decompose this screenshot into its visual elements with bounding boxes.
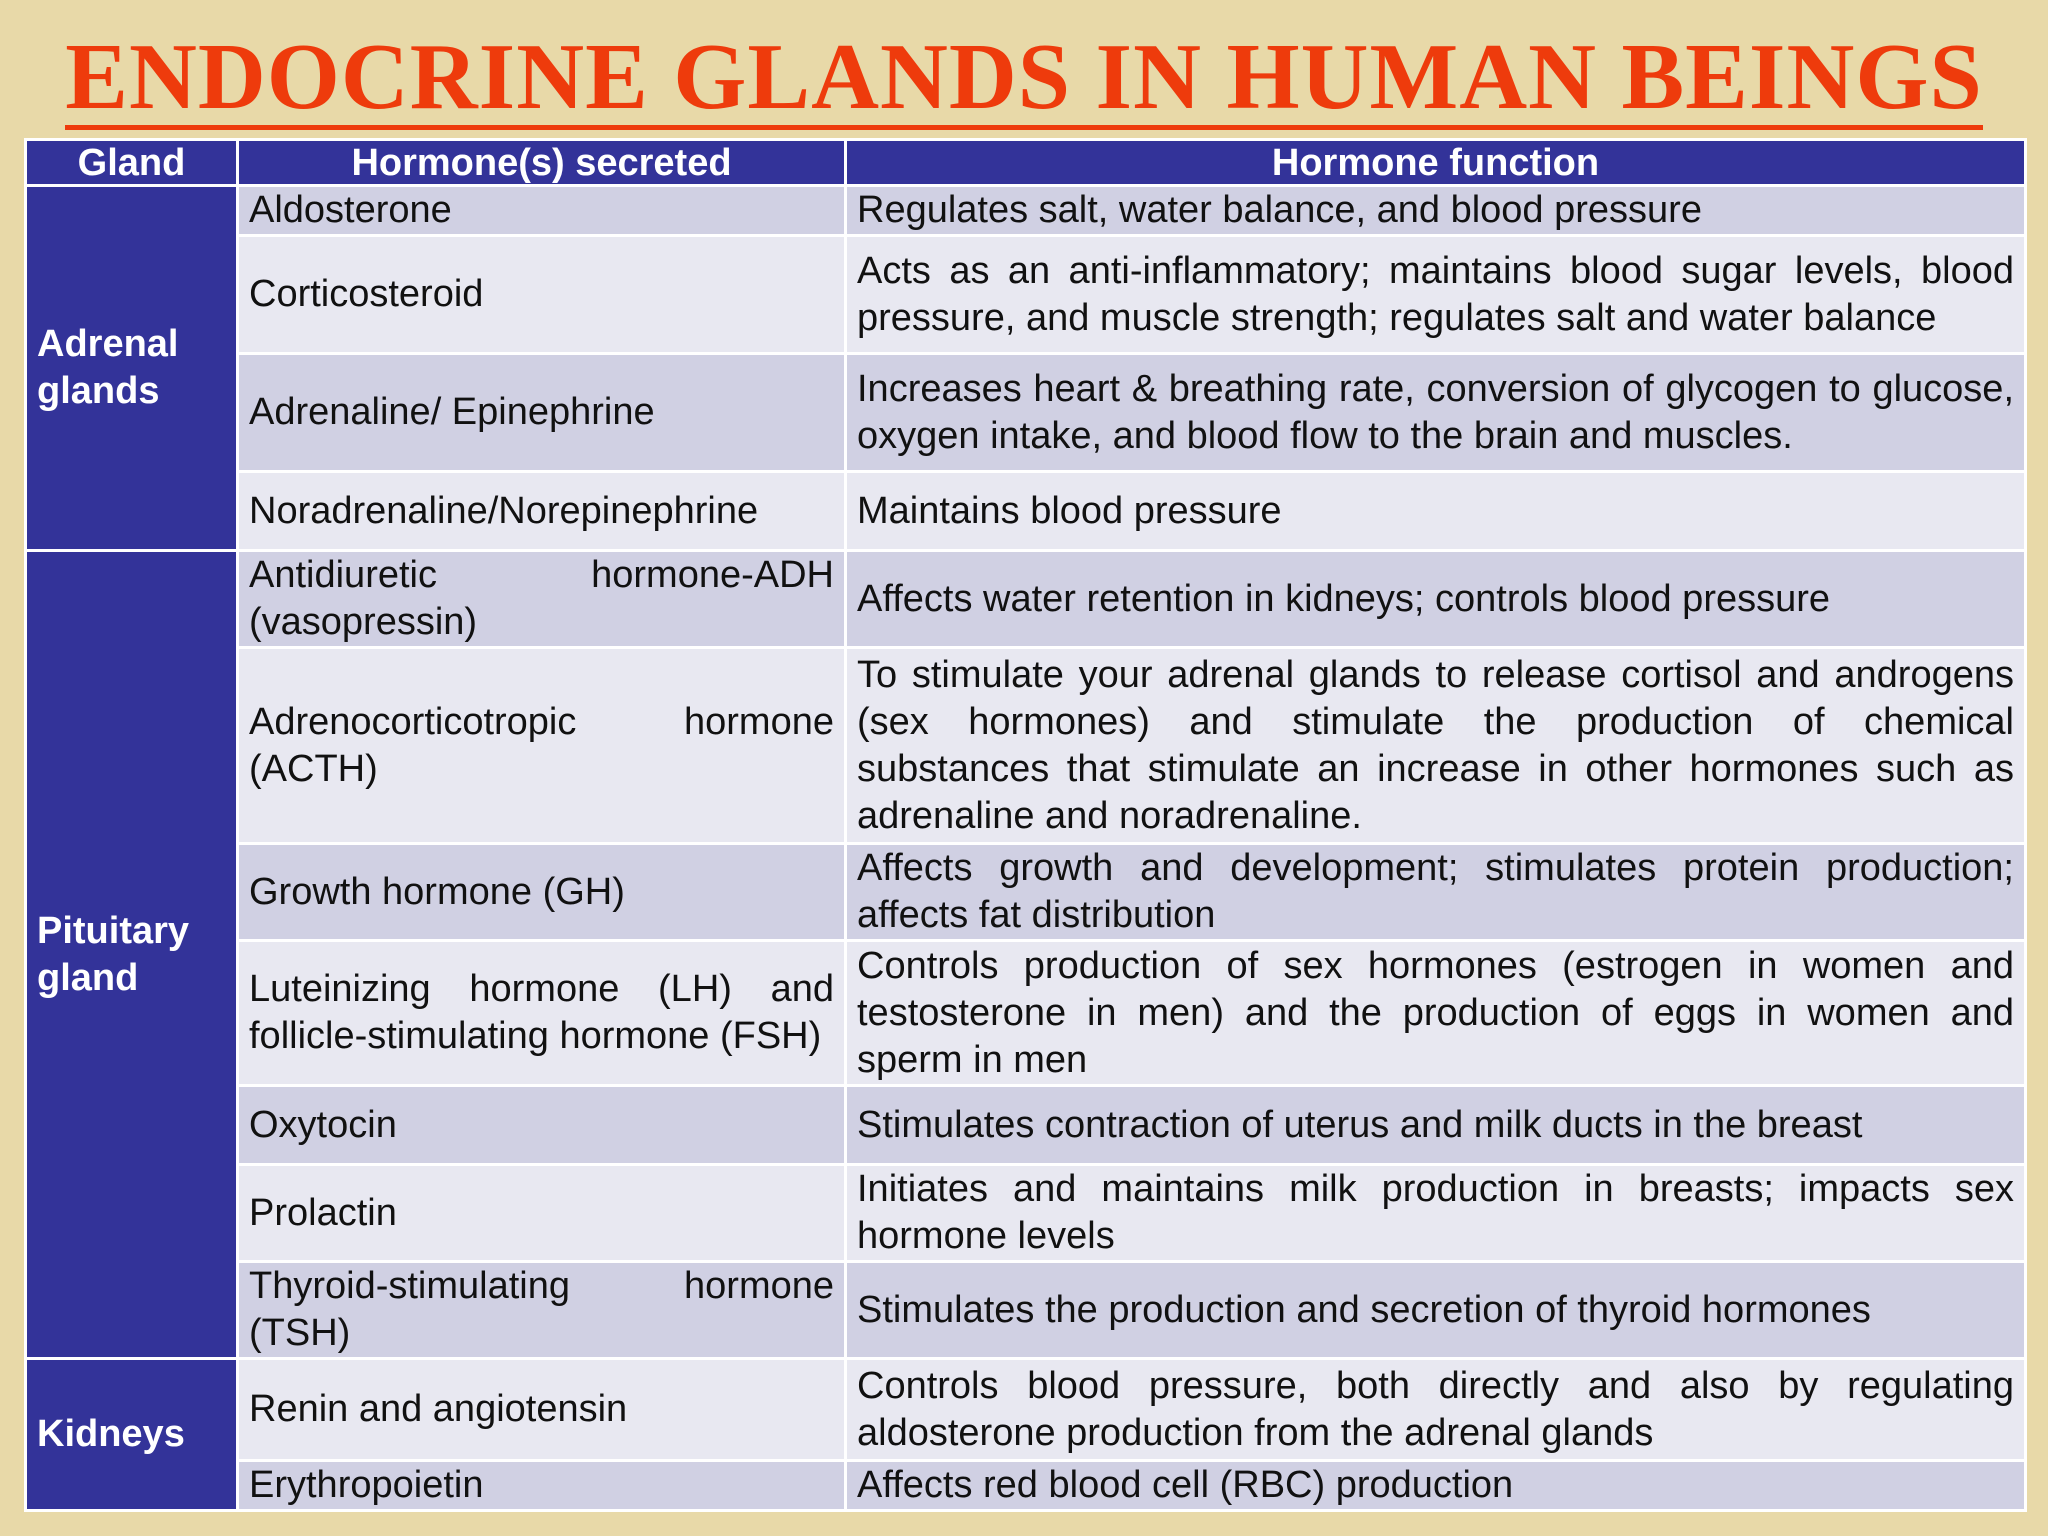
table-row [26,941,2026,1086]
page-title [0,24,2048,130]
table-row [26,354,2026,472]
table-row [26,1461,2026,1511]
gland-cell-kidneys: Kidneys [26,1359,238,1511]
function-cell: Controls production of sex hormones (estrogen in women and testosterone in men) and the production of eggs in women and sperm in men [846,941,2026,1086]
table-row [26,472,2026,551]
function-cell: Affects water retention in kidneys; controls blood pressure [846,551,2026,648]
table-row [26,1262,2026,1359]
header-gland: Gland [26,140,238,186]
table-row [26,551,2026,648]
hormone-cell: Antidiuretic hormone-ADH (vasopressin) [238,551,846,648]
hormone-cell: Thyroid-stimulating hormone (TSH) [238,1262,846,1359]
function-cell: Stimulates the production and secretion of thyroid hormones [846,1262,2026,1359]
function-cell: Initiates and maintains milk production in breasts; impacts sex hormone levels [846,1165,2026,1262]
function-cell: Regulates salt, water balance, and blood pressure [846,186,2026,236]
hormone-cell: Renin and angiotensin [238,1359,846,1461]
hormone-cell: Oxytocin [238,1086,846,1165]
hormone-cell: Erythropoietin [238,1461,846,1511]
function-cell: Acts as an anti-inflammatory; maintains blood sugar levels, blood pressure, and muscle strength; regulates salt and water balance [846,236,2026,354]
function-cell: Affects red blood cell (RBC) production [846,1461,2026,1511]
header-function: Hormone function [846,140,2026,186]
table-row [26,1086,2026,1165]
hormone-cell: Adrenocorticotropic hormone (ACTH) [238,648,846,844]
table-row [26,1359,2026,1461]
function-cell: Controls blood pressure, both directly and also by regulating aldosterone production from the adrenal glands [846,1359,2026,1461]
table-row [26,186,2026,236]
function-cell: Affects growth and development; stimulates protein production; affects fat distribution [846,844,2026,941]
table-row [26,648,2026,844]
hormone-cell: Prolactin [238,1165,846,1262]
endocrine-table [24,138,2027,1512]
function-cell: Maintains blood pressure [846,472,2026,551]
gland-cell-adrenal: Adrenal glands [26,186,238,551]
table-row [26,1165,2026,1262]
function-cell: Increases heart & breathing rate, conversion of glycogen to glucose, oxygen intake, and blood flow to the brain and muscles. [846,354,2026,472]
header-hormones: Hormone(s) secreted [238,140,846,186]
function-cell: To stimulate your adrenal glands to release cortisol and androgens (sex hormones) and stimulate the production of chemical substances that stimulate an increase in other hormones such as adrenaline and noradrenaline. [846,648,2026,844]
table-row [26,844,2026,941]
function-cell: Stimulates contraction of uterus and milk ducts in the breast [846,1086,2026,1165]
hormone-cell: Aldosterone [238,186,846,236]
page-title-text: ENDOCRINE GLANDS IN HUMAN BEINGS [65,25,1983,129]
hormone-cell: Corticosteroid [238,236,846,354]
hormone-cell: Luteinizing hormone (LH) and follicle-stimulating hormone (FSH) [238,941,846,1086]
header-row [26,140,2026,186]
hormone-cell: Growth hormone (GH) [238,844,846,941]
hormone-cell: Adrenaline/ Epinephrine [238,354,846,472]
gland-cell-pituitary: Pituitary gland [26,551,238,1359]
hormone-cell: Noradrenaline/Norepinephrine [238,472,846,551]
table-row [26,236,2026,354]
